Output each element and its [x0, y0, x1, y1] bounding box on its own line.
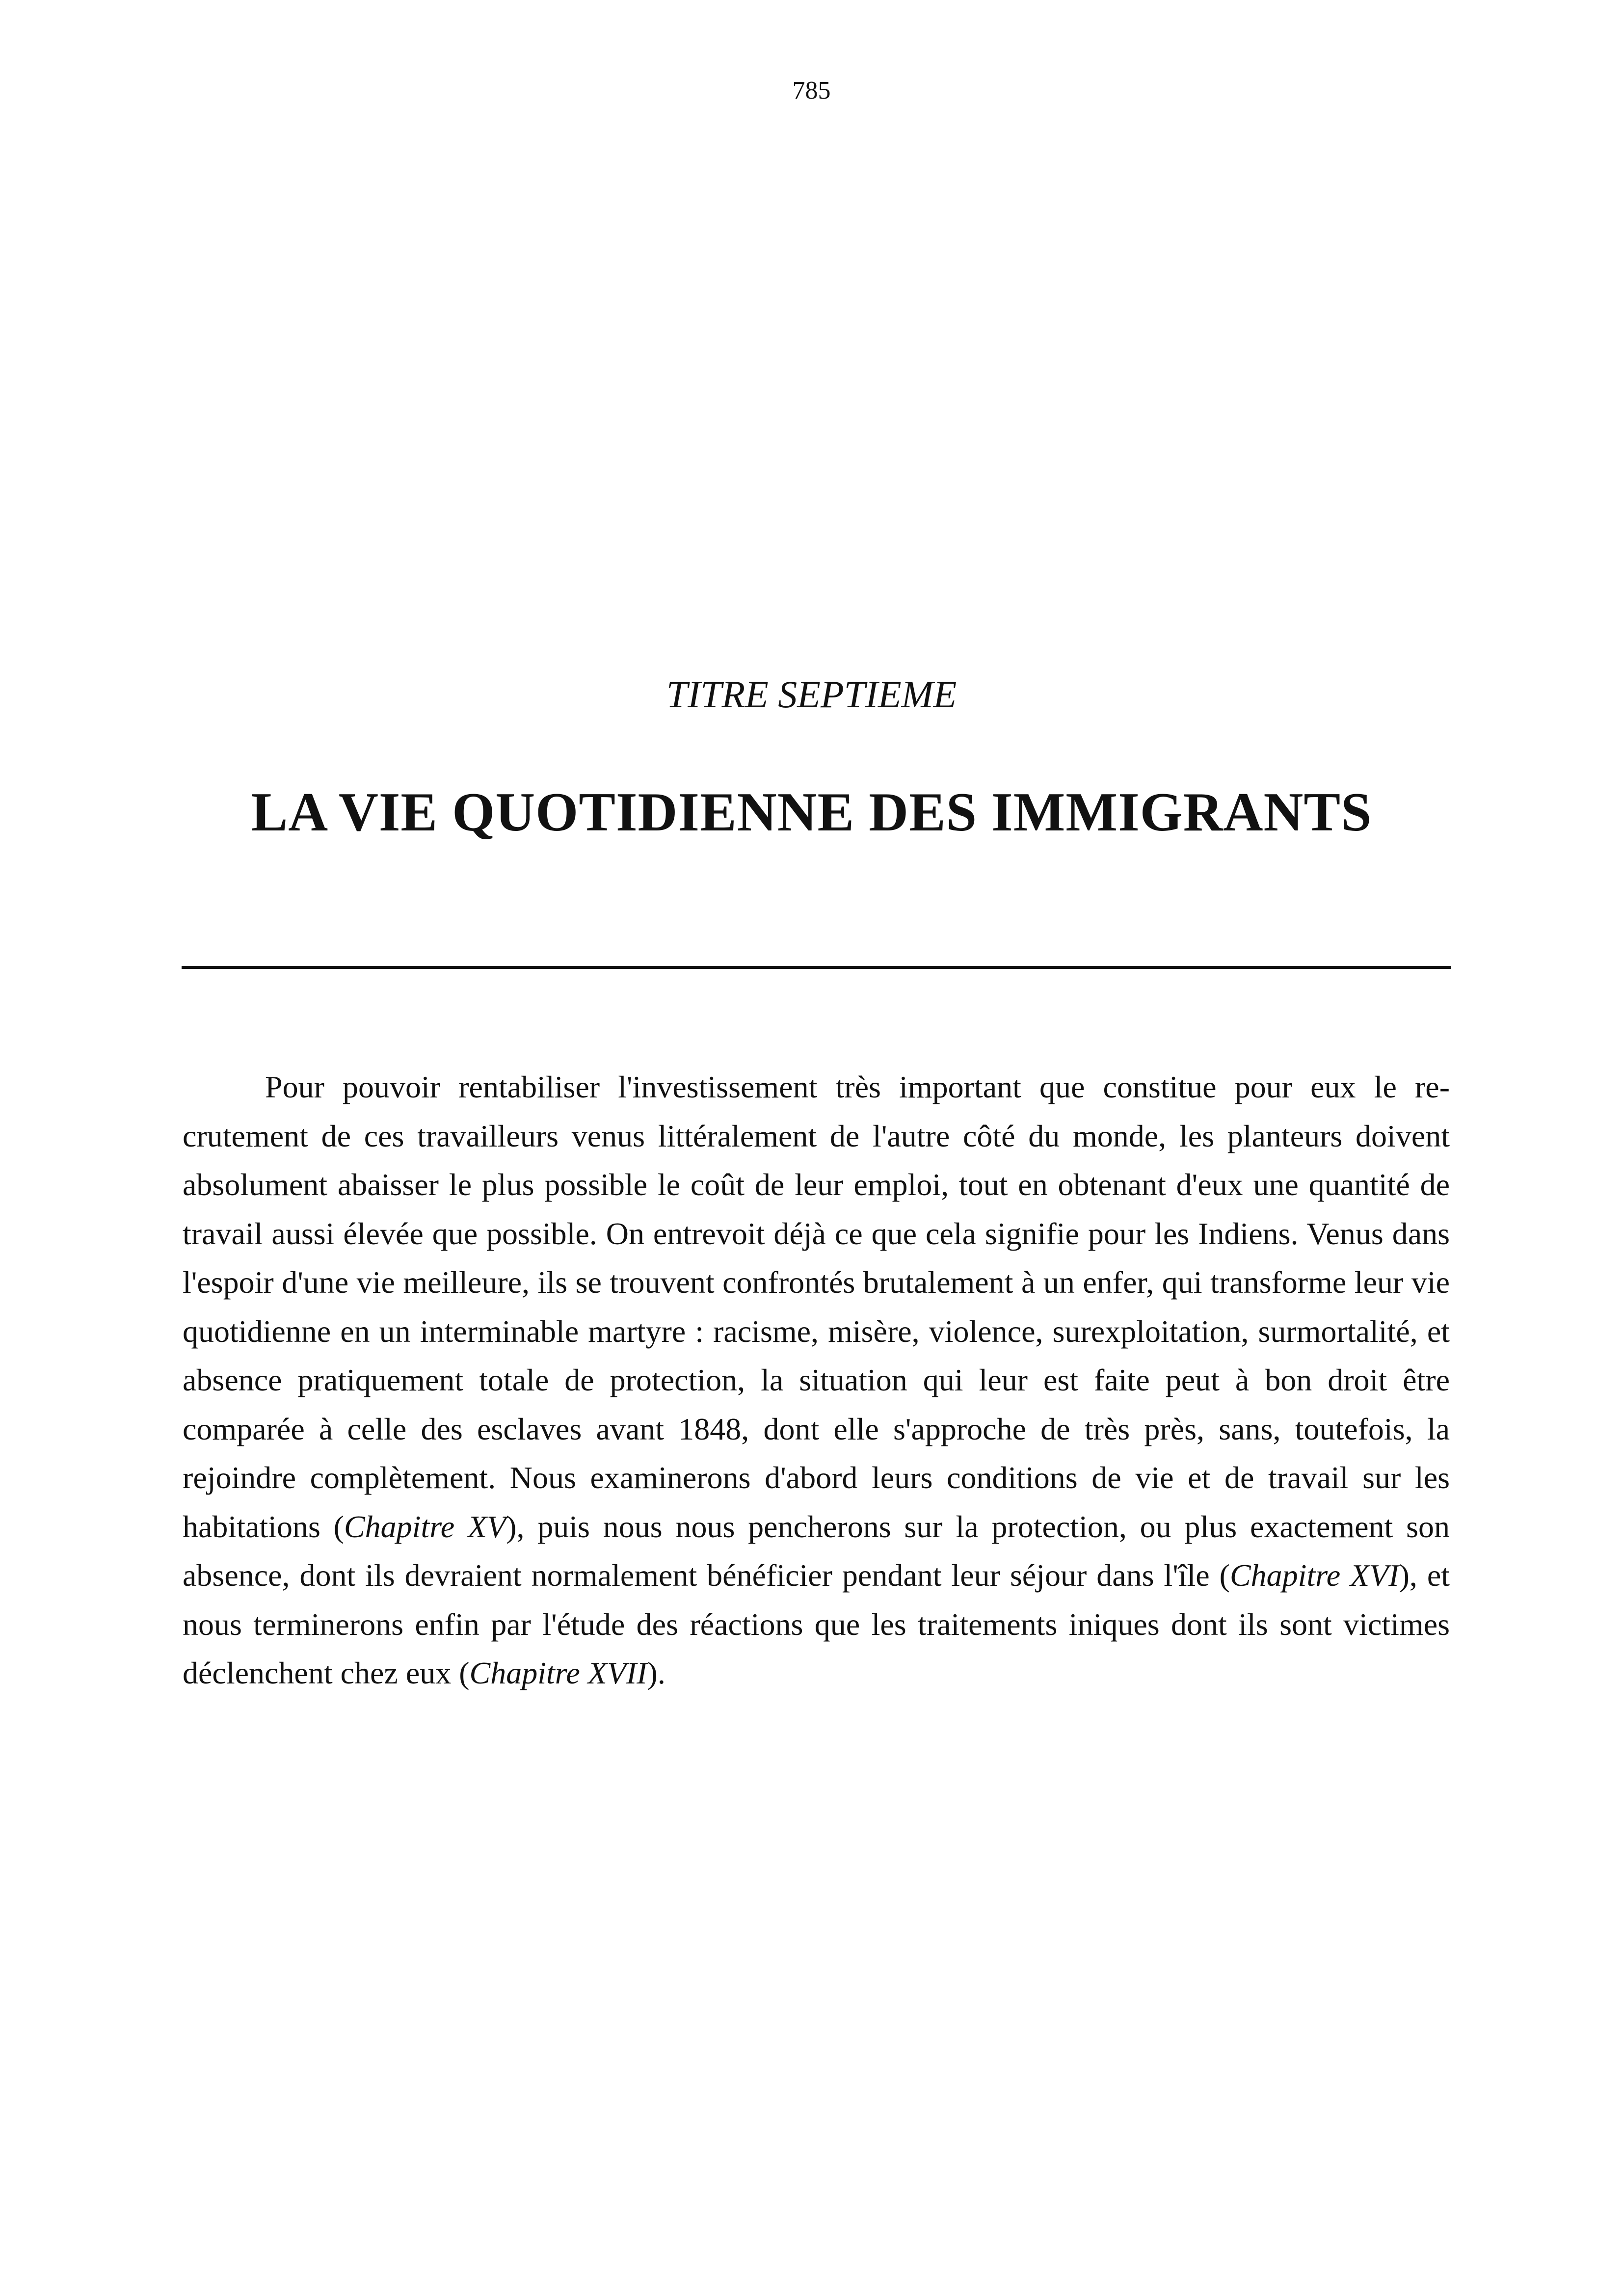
paragraph-text: ), puis nous nous pencherons sur la protection, ou plus exactement son absence, dont ils devraient normalement bénéficier pendant leur séjour dans l'île (	[183, 1509, 1450, 1593]
page-number: 785	[792, 77, 831, 105]
paragraph-text: ), et nous terminerons enfin par l'étude des réactions que les traitements iniques dont ils sont victimes déclenchent chez eux (	[183, 1558, 1450, 1690]
horizontal-divider	[182, 966, 1451, 969]
paragraph-text: Pour pouvoir rentabiliser l'investissement très important que constitue pour eux le recrutement de ces travailleurs venus littéralement de l'autre côté du monde, les planteurs doivent absolument abaisser le plus possible le coût de leur emploi, tout en obtenant d'eux une quantité de travail aussi élevée que possible. On entrevoit déjà ce que cela signifie pour les Indiens. Venus dans l'espoir d'une vie meilleure, ils se trouvent confrontés brutalement à un enfer, qui transforme leur vie quotidienne en un interminable martyre : racisme, misère, violence, surexploitation, surmortalité, et absence pratiquement totale de protection, la situation qui leur est faite peut à bon droit être comparée à celle des esclaves avant 1848, dont elle s'approche de très près, sans, toutefois, la rejoindre complètement. Nous examinerons d'abord leurs conditions de vie et de travail sur les habitations (	[183, 1069, 1450, 1544]
chapter-reference: Chapitre XVII	[469, 1655, 647, 1690]
chapter-reference: Chapitre XVI	[1229, 1558, 1399, 1593]
paragraph-text: ).	[647, 1655, 665, 1690]
chapter-reference: Chapitre XV	[344, 1509, 506, 1544]
part-label: TITRE SEPTIEME	[666, 673, 957, 716]
page-title: LA VIE QUOTIDIENNE DES IMMIGRANTS	[251, 782, 1372, 843]
intro-paragraph	[183, 1063, 1450, 1698]
